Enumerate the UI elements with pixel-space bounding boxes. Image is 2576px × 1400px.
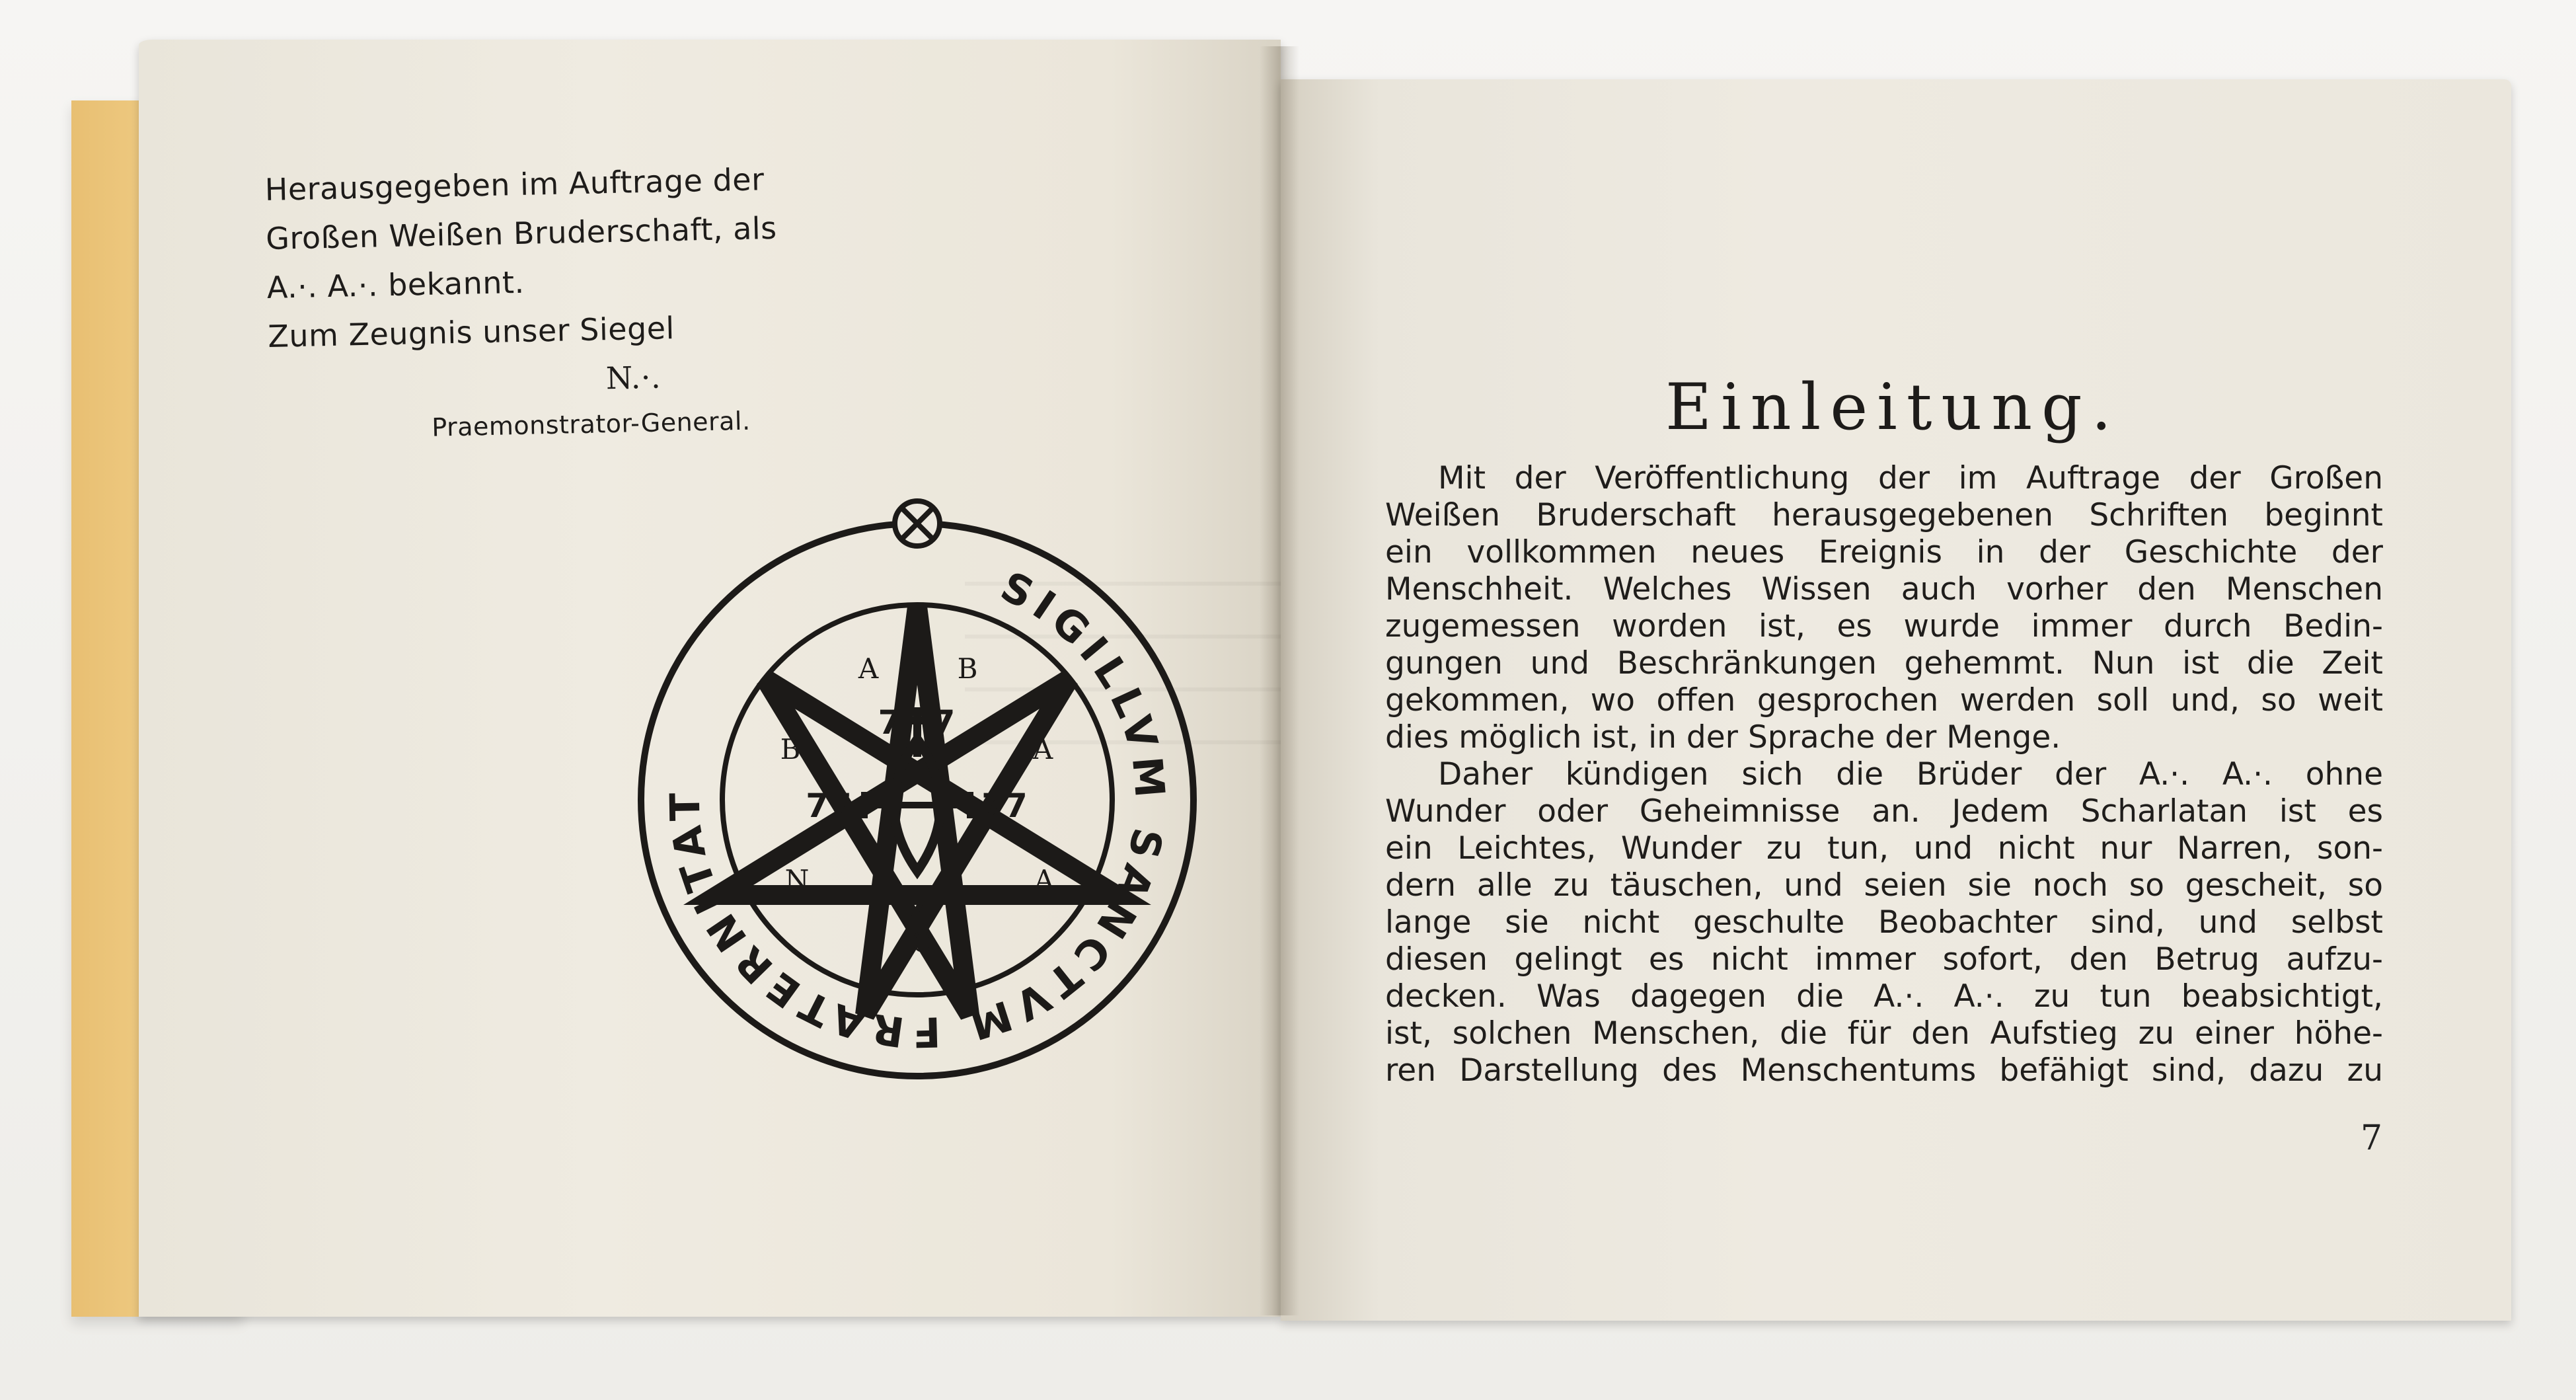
imprint-line: Großen Weißen Bruderschaft, als	[265, 210, 778, 256]
page-number: 7	[2361, 1118, 2383, 1158]
star-letter: A	[1034, 864, 1055, 896]
body-line: ein Leichtes, Wunder zu tun, und nicht nur Narren, son-	[1385, 830, 2383, 867]
body-line: zugemessen worden ist, es wurde immer durch Bedin-	[1385, 608, 2383, 644]
seal-number: 7	[905, 887, 929, 925]
star-letter: N	[784, 864, 810, 896]
body-line: decken. Was dagegen die A.·. A.·. zu tun beabsichtigt,	[1385, 978, 2383, 1015]
body-line: ren Darstellung des Menschentums befähigt sind, dazu zu	[1385, 1052, 2383, 1089]
seal-number: 77	[806, 787, 852, 825]
seal-graphic	[626, 489, 1208, 1097]
body-line: Weißen Bruderschaft herausgegebenen Schriften beginnt	[1385, 497, 2383, 533]
star-letter: B	[957, 652, 978, 685]
star-letter: B	[780, 733, 801, 765]
body-line: Wunder oder Geheimnisse an. Jedem Scharlatan ist es	[1385, 793, 2383, 830]
body-line: gungen und Beschränkungen gehemmt. Nun ist die Zeit	[1385, 645, 2383, 681]
signatory-title: Praemonstrator-General.	[431, 406, 751, 442]
book-gutter	[1260, 46, 1299, 1315]
seal-number: 7	[878, 703, 901, 742]
seal-ring-text: SIGILLVM SANCTVM FRATERNITAT	[660, 562, 1175, 1057]
seal-number: 77	[981, 787, 1028, 825]
imprint-line: Herausgegeben im Auftrage der	[264, 161, 765, 208]
body-line: ist, solchen Menschen, die für den Aufstieg zu einer höhe-	[1385, 1015, 2383, 1052]
star-letter: O	[911, 926, 934, 958]
chapter-body	[1385, 460, 2383, 1089]
body-line: gekommen, wo offen gesprochen werden soll und, so weit	[1385, 682, 2383, 719]
chapter-heading: Einleitung.	[1665, 370, 2121, 444]
seal	[626, 489, 1208, 1097]
imprint-block	[264, 154, 799, 452]
body-line: ein vollkommen neues Ereignis in der Geschichte der	[1385, 534, 2383, 570]
imprint-line: A.·. A.·. bekannt.	[266, 264, 525, 305]
body-line: lange sie nicht geschulte Beobachter sind, und selbst	[1385, 904, 2383, 941]
body-line: Mit der Veröffentlichung der im Auftrage der Großen	[1438, 460, 2383, 496]
body-line: dies möglich ist, in der Sprache der Menge.	[1385, 719, 2061, 756]
cross-circle-icon	[895, 501, 940, 546]
body-line: Daher kündigen sich die Brüder der A.·. A.·. ohne	[1438, 756, 2383, 793]
imprint-line: Zum Zeugnis unser Siegel	[267, 310, 675, 354]
signature: N.·.	[605, 359, 662, 397]
body-line: Menschheit. Welches Wissen auch vorher den Menschen	[1385, 571, 2383, 607]
body-line: dern alle zu täuschen, und seien sie noch so gescheit, so	[1385, 867, 2383, 904]
seal-number: 7	[932, 703, 956, 742]
star-letter: A	[858, 652, 879, 685]
body-line: diesen gelingt es nicht immer sofort, den Betrug aufzu-	[1385, 941, 2383, 978]
star-letter: A	[1032, 733, 1053, 765]
